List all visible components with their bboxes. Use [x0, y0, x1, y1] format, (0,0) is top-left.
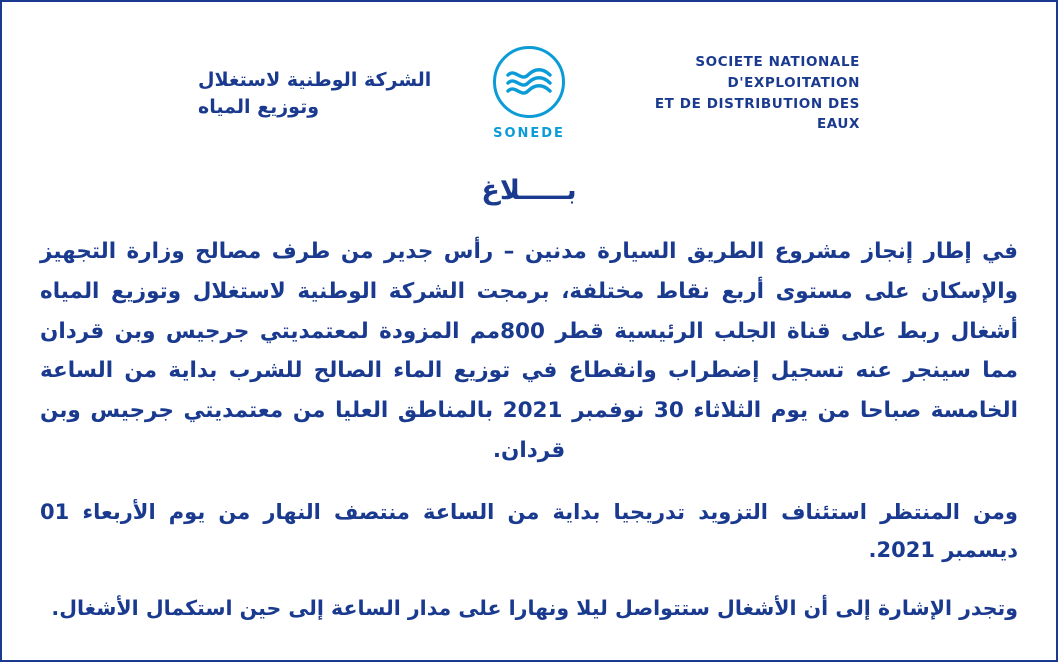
announcement-paragraph-3: وتجدر الإشارة إلى أن الأشغال ستتواصل ليلا ونهارا على مدار الساعة إلى حين استكمال الأشغال.: [51, 596, 1018, 621]
company-name-french-line2: ET DE DISTRIBUTION DES EAUX: [654, 95, 860, 133]
logo-wordmark: SONEDE: [493, 126, 565, 141]
sonede-logo: [474, 46, 584, 141]
page-title: بـــــلاغ: [481, 175, 577, 206]
document-header: [36, 46, 1022, 141]
announcement-paragraph-2: ومن المنتظر استئناف التزويد تدريجيا بداية من الساعة منتصف النهار من يوم الأربعاء 01 ديسمبر 2021.: [40, 499, 1018, 563]
company-name-french: [610, 52, 860, 136]
water-waves-icon: [493, 46, 565, 118]
company-name-french-line1: SOCIETE NATIONALE D'EXPLOITATION: [695, 53, 860, 91]
announcement-paragraph-1: في إطار إنجاز مشروع الطريق السيارة مدنين – رأس جدير من طرف مصالح وزارة التجهيز والإسكان على مستوى أربع نقاط مختلفة، برمجت الشركة الوطنية لاستغلال وتوزيع المياه أشغال ربط على قناة الجلب الرئيسية قطر 800مم المزودة لمعتمديتي جرجيس وبن قردان مما سينجر عنه تسجيل إضطراب وانقطاع في توزيع الماء الصالح للشرب بداية من الساعة الخامسة صباحا من يوم الثلاثاء 30 نوفمبر 2021 بالمناطق العليا من معتمديتي جرجيس وبن قردان.: [40, 239, 1018, 463]
company-name-arabic: الشركة الوطنية لاستغلال وتوزيع المياه: [198, 68, 432, 118]
